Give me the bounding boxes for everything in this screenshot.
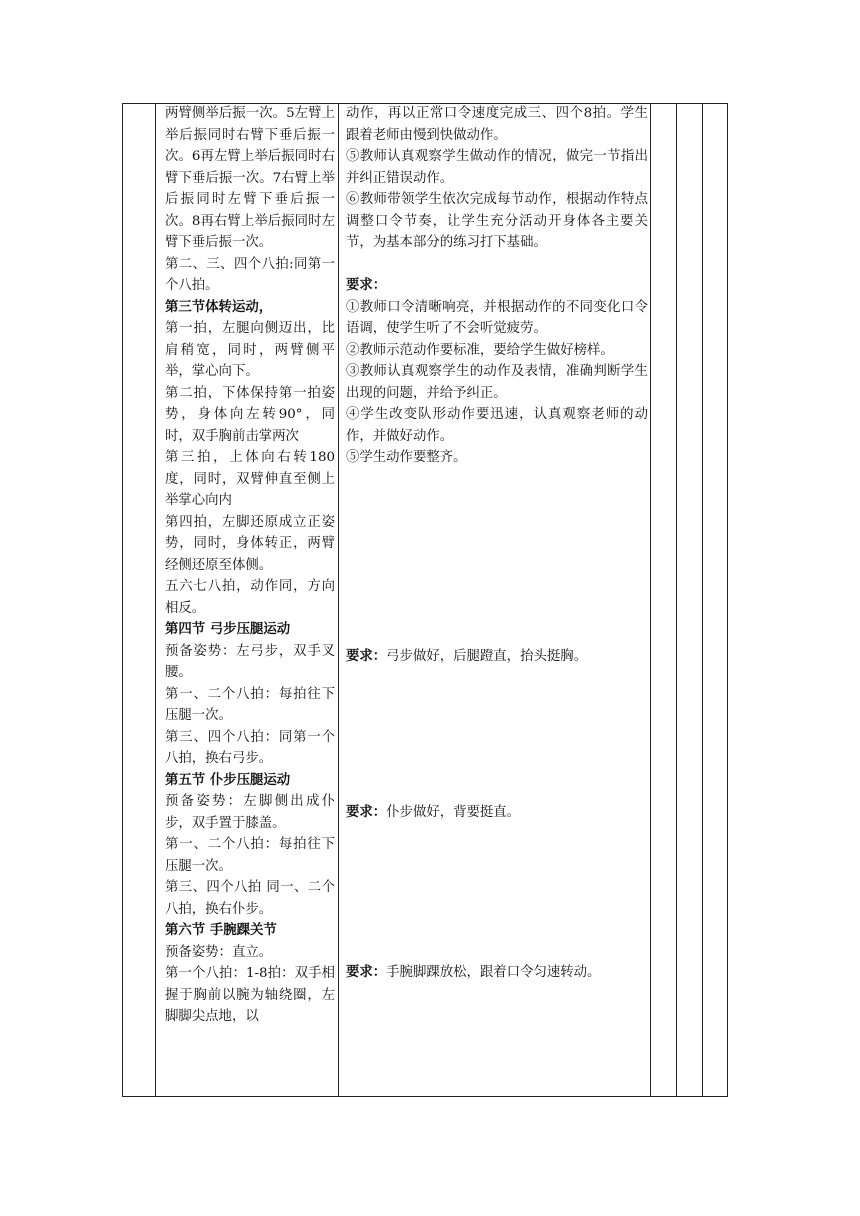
requirements-heading: 要求：	[346, 277, 387, 293]
content-line: 第一拍，左腿向侧迈出，比肩稍宽，同时，两臂侧平举，掌心向下。	[165, 321, 335, 379]
method-paragraph: ⑥教师带领学生依次完成每节动作，根据动作特点调整口令节奏，让学生充分活动开身体各主要关节，为基本部分的练习打下基础。	[346, 192, 648, 250]
content-line: 五六七八拍，动作同，方向相反。	[165, 579, 335, 616]
method-paragraph: ⑤教师认真观察学生做动作的情况，做完一节指出并纠正错误动作。	[346, 149, 648, 186]
section-heading: 第四节 弓步压腿运动	[165, 621, 291, 637]
content-line: 第一、二个八拍：每拍往下压腿一次。	[165, 686, 335, 723]
method-paragraph: 动作，再以正常口令速度完成三、四个8拍。学生跟着老师由慢到快做动作。	[346, 106, 648, 143]
table-border-right	[727, 103, 728, 1097]
content-line: 两臂侧举后振一次。5左臂上举后振同时右臂下垂后振一次。6再左臂上举后振同时右臂下垂后振一次。7右臂上举后振同时左臂下垂后振一次。8再右臂上举后振同时左臂下垂后振一次。	[165, 106, 335, 250]
requirement-item: ④学生改变队形动作要迅速，认真观察老师的动作，并做好动作。	[346, 407, 648, 444]
column-divider	[702, 103, 703, 1097]
spacer	[346, 254, 648, 276]
requirement-item: ②教师示范动作要标准，要给学生做好榜样。	[346, 342, 614, 358]
content-line: 第三、四个八拍 同一、二个八拍，换右仆步。	[165, 880, 335, 917]
content-line: 预备姿势：左脚侧出成仆步，双手置于膝盖。	[165, 794, 335, 831]
lunge-requirement: 要求：弓步做好，后腿蹬直，抬头挺胸。	[346, 648, 588, 664]
section-heading: 第六节 手腕踝关节	[165, 922, 277, 938]
column-divider	[338, 103, 339, 1097]
column-divider	[676, 103, 677, 1097]
content-line: 第二拍，下体保持第一拍姿势，身体向左转90°，同时，双手胸前击掌两次	[165, 385, 335, 444]
section-heading: 第三节体转运动，	[165, 298, 273, 315]
column-divider	[155, 103, 156, 1097]
section-heading: 第五节 仆步压腿运动	[165, 771, 291, 788]
requirement-item: ③教师认真观察学生的动作及表情，准确判断学生出现的问题，并给予纠正。	[346, 364, 648, 401]
crouch-requirement: 要求：仆步做好，背要挺直。	[346, 804, 521, 820]
content-line: 第一个八拍：1-8拍：双手相握于胸前以腕为轴绕圈，左脚脚尖点地，以	[165, 966, 335, 1024]
table-border-left	[122, 103, 123, 1097]
content-line: 第一、二个八拍：每拍往下压腿一次。	[165, 837, 335, 874]
exercise-content-column	[165, 103, 335, 1028]
table-bottom-border	[122, 1096, 728, 1097]
content-line: 预备姿势：左弓步，双手叉腰。	[165, 643, 335, 680]
content-line: 第二、三、四个八拍:同第一个八拍。	[165, 256, 335, 293]
content-line: 第三、四个八拍：同第一个八拍，换右弓步。	[165, 729, 335, 766]
content-line: 预备姿势：直立。	[165, 944, 273, 960]
content-line: 第四拍，左脚还原成立正姿势，同时，身体转正，两臂经侧还原至体侧。	[165, 514, 335, 573]
ankle-requirement: 要求：手腕脚踝放松，跟着口令匀速转动。	[346, 964, 601, 980]
teaching-method-column	[346, 103, 648, 980]
content-line: 第三拍，上体向右转180度，同时，双臂伸直至侧上举掌心向内	[165, 450, 335, 508]
requirement-item: ⑤学生动作要整齐。	[346, 450, 467, 465]
column-divider	[650, 103, 651, 1097]
lesson-plan-table	[122, 103, 728, 1097]
requirement-item: ①教师口令清晰响亮，并根据动作的不同变化口令语调，使学生听了不会听觉疲劳。	[346, 299, 648, 336]
